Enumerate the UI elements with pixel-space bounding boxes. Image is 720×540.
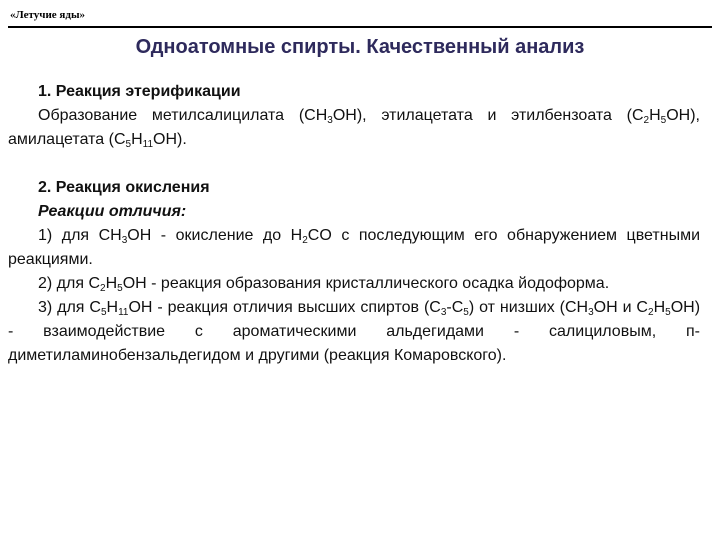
- section-2-heading: 2. Реакция окисления: [38, 179, 210, 196]
- text-run: 2) для C: [38, 275, 101, 292]
- subscript: 5: [100, 307, 107, 318]
- header-divider: [8, 26, 712, 28]
- subscript: 3: [588, 307, 594, 318]
- text-run: OH - реакция образования кристаллического осадка йодоформа.: [122, 275, 610, 292]
- subscript: 2: [100, 283, 106, 294]
- section-1-heading: 1. Реакция этерификации: [38, 83, 241, 100]
- subscript: 5: [660, 115, 667, 126]
- subscript: 2: [648, 307, 654, 318]
- text-run: H: [131, 131, 143, 148]
- subscript: 3: [327, 115, 333, 126]
- section-2-item-3: [8, 296, 700, 368]
- subscript: 5: [125, 139, 132, 150]
- section-2-subheading: Реакции отличия:: [38, 203, 187, 220]
- subscript: 3: [121, 235, 128, 246]
- text-run: OH) - взаимодействие с ароматическими альдегидами - салициловым, п-диметиламинобензальдегидом и другими (реакция Комаровского).: [8, 299, 701, 364]
- subscript: 2: [302, 235, 308, 246]
- section-2-item-1: [8, 224, 700, 272]
- text-run: 3) для C: [38, 299, 101, 316]
- text-run: Образование метилсалицилата (CH: [38, 107, 328, 124]
- text-run: ) от низших (CH: [468, 299, 589, 316]
- text-run: OH), этилацетата и этилбензоата (C: [332, 107, 644, 124]
- text-run: OH - реакция отличия высших спиртов (C: [128, 299, 441, 316]
- subscript: 5: [463, 307, 469, 318]
- subscript: 5: [117, 283, 123, 294]
- text-run: -C: [446, 299, 464, 316]
- page-title: Одноатомные спирты. Качественный анализ: [135, 36, 585, 58]
- text-run: OH), амилацетата (C: [8, 107, 700, 148]
- text-run: OH и C: [593, 299, 648, 316]
- section-1-paragraph: [8, 104, 700, 152]
- text-run: H: [105, 275, 118, 292]
- text-run: 1) для CH: [38, 227, 122, 244]
- subscript: 5: [665, 307, 671, 318]
- spacer: [8, 152, 700, 176]
- section-2-item-2: [8, 272, 700, 296]
- subscript: 2: [643, 115, 650, 126]
- text-run: CO с последующим его обнаружением цветными реакциями.: [8, 227, 700, 268]
- text-run: H: [649, 107, 661, 124]
- text-run: OH).: [153, 131, 187, 148]
- subscript: 3: [440, 307, 447, 318]
- subscript: 11: [142, 139, 154, 150]
- header-label: «Летучие яды»: [10, 9, 86, 21]
- text-run: OH - окисление до H: [127, 227, 303, 244]
- content-body: [8, 80, 700, 368]
- text-run: H: [653, 299, 666, 316]
- subscript: 11: [118, 307, 129, 318]
- text-run: H: [106, 299, 119, 316]
